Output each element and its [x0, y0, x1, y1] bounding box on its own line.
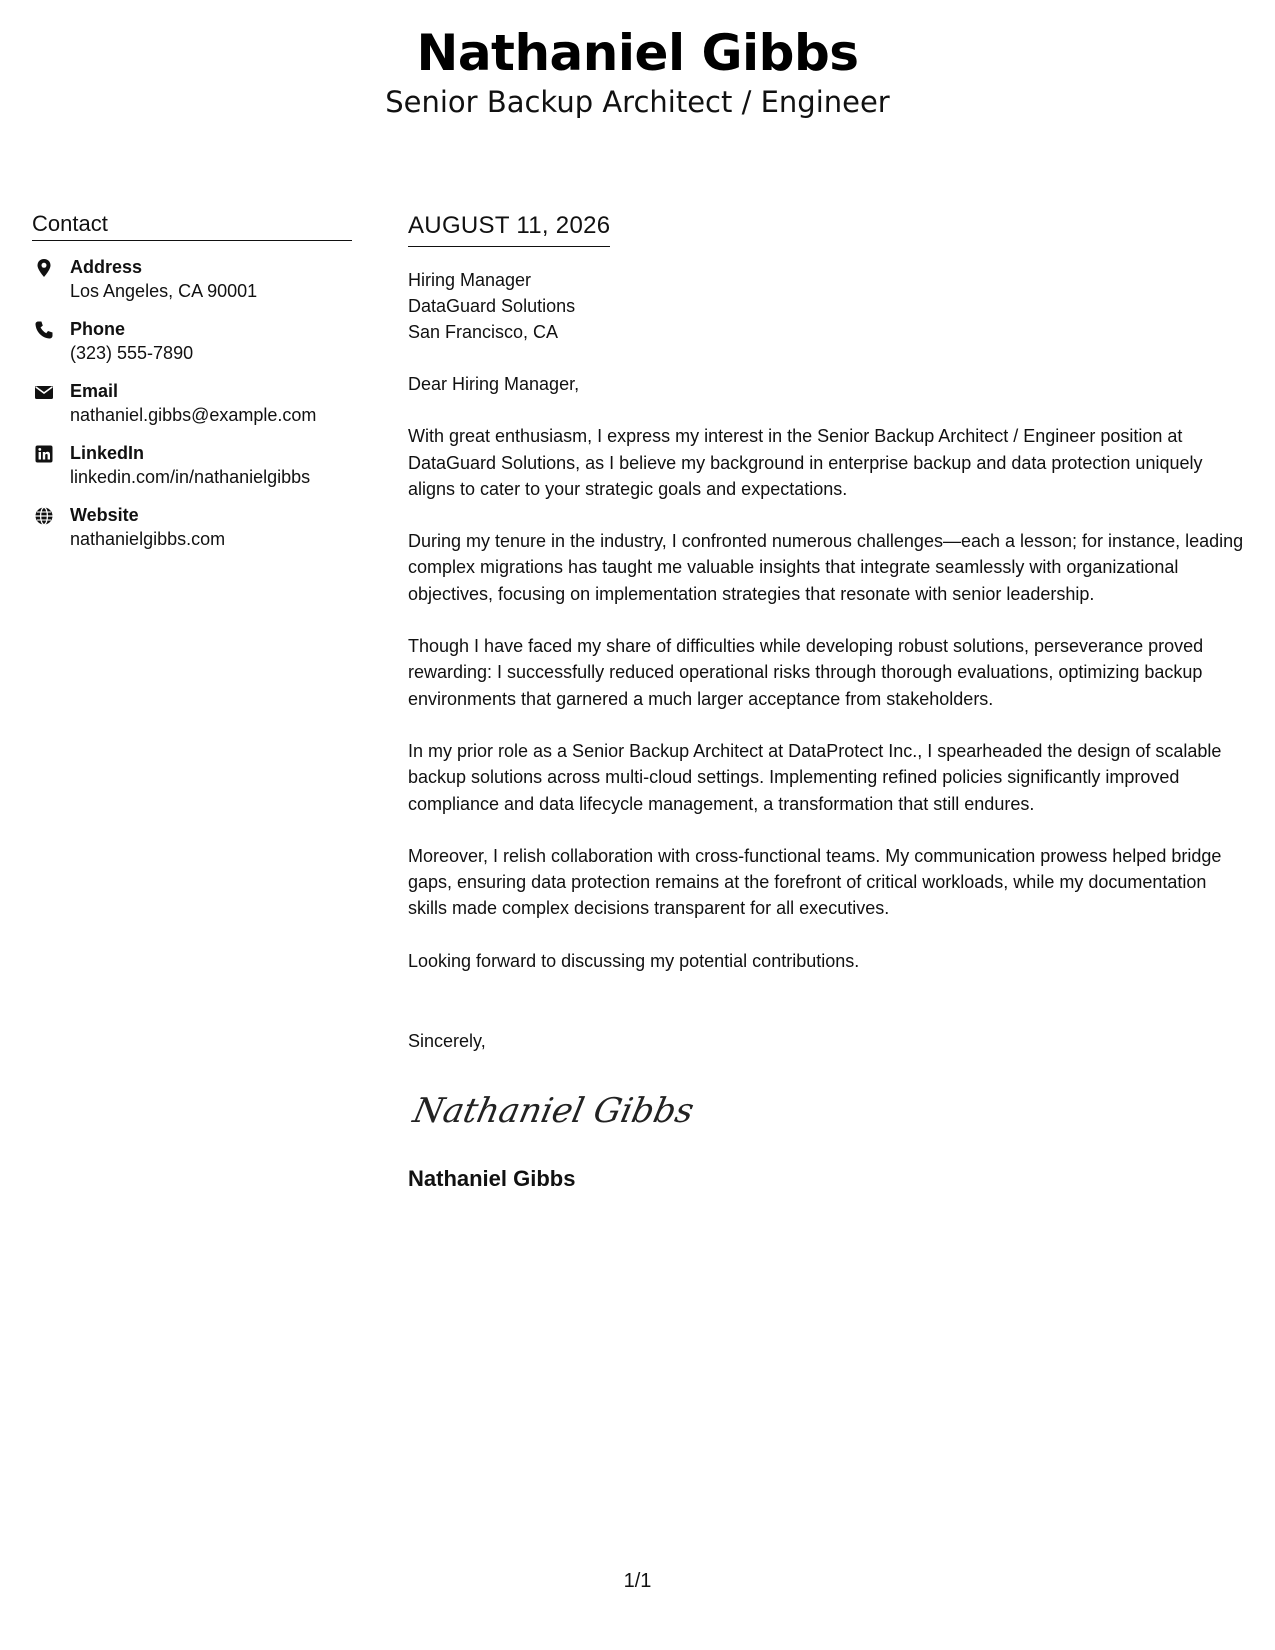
- letter-body: [408, 210, 1248, 1193]
- contact-value: nathanielgibbs.com: [70, 529, 226, 549]
- contact-label: Website: [70, 505, 139, 525]
- closing: Sincerely,: [408, 1031, 486, 1052]
- contact-item-website: [32, 503, 352, 551]
- contact-item-phone: [32, 317, 352, 365]
- contact-value: (323) 555-7890: [70, 343, 194, 363]
- salutation: Dear Hiring Manager,: [408, 374, 580, 394]
- page-number: 1/1: [623, 1570, 652, 1592]
- contact-value: nathaniel.gibbs@example.com: [70, 405, 317, 425]
- letter-header: [0, 22, 1275, 120]
- globe-icon: [34, 506, 54, 526]
- letter-date: AUGUST 11, 2026: [408, 210, 610, 247]
- recipient-line: Hiring Manager: [408, 270, 532, 290]
- phone-icon: [34, 320, 54, 340]
- letter-paragraph: Looking forward to discussing my potential contributions.: [408, 950, 860, 971]
- contact-label: LinkedIn: [70, 443, 145, 463]
- linkedin-icon: [34, 444, 54, 464]
- contact-label: Address: [70, 257, 143, 277]
- applicant-name: Nathaniel Gibbs: [416, 24, 859, 82]
- contact-item-linkedin: [32, 441, 352, 489]
- contact-label: Email: [70, 381, 119, 401]
- recipient-line: San Francisco, CA: [408, 322, 559, 342]
- recipient-line: DataGuard Solutions: [408, 296, 576, 316]
- applicant-title: Senior Backup Architect / Engineer: [385, 85, 890, 119]
- contact-value: Los Angeles, CA 90001: [70, 281, 258, 301]
- signature-text: Nathaniel Gibbs: [409, 1091, 698, 1132]
- contact-label: Phone: [70, 319, 126, 339]
- letter-paragraph: During my tenure in the industry, I confronted numerous challenges—each a lesson; for instance, leading complex migrations has taught me valuable insights that integrate seamlessly with organizational objectives, focusing on implementation strategies that resonate with senior leadership.: [408, 531, 1244, 604]
- letter-paragraph: In my prior role as a Senior Backup Architect at DataProtect Inc., I spearheaded the design of scalable backup solutions across multi-cloud settings. Implementing refined policies significantly improved compliance and data lifecycle management, a transformation that still endures.: [408, 740, 1222, 814]
- contact-item-address: [32, 255, 352, 303]
- letter-paragraph: Moreover, I relish collaboration with cross-functional teams. My communication prowess helped bridge gaps, ensuring data protection remains at the forefront of critical workloads, while my documentation skills made complex decisions transparent for all executives.: [408, 845, 1222, 919]
- contact-item-email: [32, 379, 352, 427]
- letter-paragraph: With great enthusiasm, I express my interest in the Senior Backup Architect / Engineer position at DataGuard Solutions, as I believe my background in enterprise backup and data protection uniquely aligns to cater to your strategic goals and expectations.: [408, 426, 1203, 499]
- contact-value: linkedin.com/in/nathanielgibbs: [70, 467, 311, 487]
- contact-sidebar: [32, 210, 352, 551]
- recipient-block: [408, 267, 1248, 345]
- letter-paragraph: Though I have faced my share of difficulties while developing robust solutions, perseverance proved rewarding: I successfully reduced operational risks through thorough evaluations, optimizing backup environments that garnered a much larger acceptance from stakeholders.: [408, 636, 1204, 709]
- signer-name: Nathaniel Gibbs: [408, 1166, 576, 1192]
- envelope-icon: [34, 382, 54, 402]
- signature-image: [408, 1082, 698, 1138]
- contact-heading: Contact: [32, 210, 352, 241]
- map-pin-icon: [34, 258, 54, 278]
